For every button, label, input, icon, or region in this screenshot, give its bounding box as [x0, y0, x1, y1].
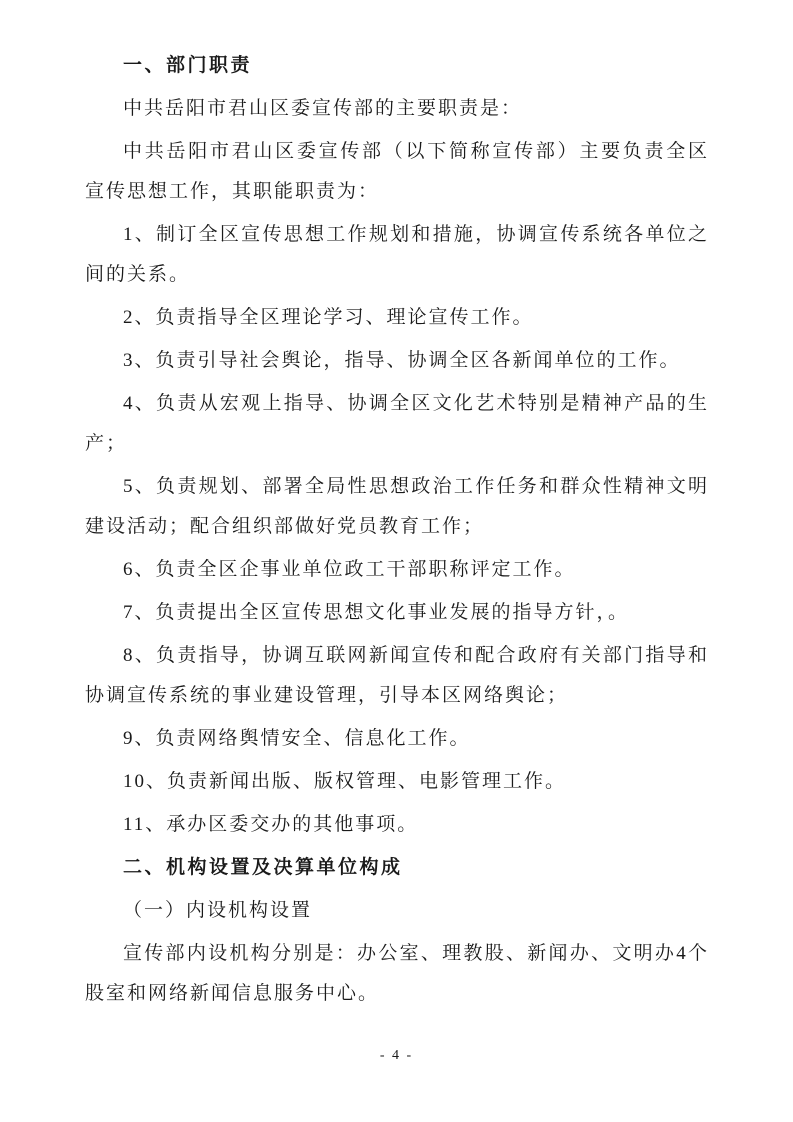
- org-structure-paragraph: 宣传部内设机构分别是：办公室、理教股、新闻办、文明办4个股室和网络新闻信息服务中心。: [85, 943, 709, 1004]
- duty-item-2: 2、负责指导全区理论学习、理论宣传工作。: [123, 307, 534, 328]
- page-number: - 4 -: [379, 1048, 414, 1063]
- duty-item-4: 4、负责从宏观上指导、协调全区文化艺术特别是精神产品的生产；: [85, 393, 709, 454]
- duty-item-6: 6、负责全区企事业单位政工干部职称评定工作。: [123, 559, 576, 580]
- section-heading-2: 二、机构设置及决算单位构成: [123, 857, 403, 878]
- duty-item-10: 10、负责新闻出版、版权管理、电影管理工作。: [123, 771, 567, 792]
- duty-item-7: 7、负责提出全区宣传思想文化事业发展的指导方针，。: [123, 602, 630, 623]
- intro-paragraph-2: 中共岳阳市君山区委宣传部（以下简称宣传部）主要负责全区宣传思想工作，其职能职责为：: [85, 141, 709, 202]
- duty-item-9: 9、负责网络舆情安全、信息化工作。: [123, 728, 471, 749]
- duty-item-11: 11、承办区委交办的其他事项。: [123, 814, 419, 835]
- duty-item-1: 1、制订全区宣传思想工作规划和措施，协调宣传系统各单位之间的关系。: [85, 224, 709, 285]
- section-heading-1: 一、部门职责: [123, 55, 253, 76]
- intro-paragraph-1: 中共岳阳市君山区委宣传部的主要职责是：: [123, 98, 523, 119]
- document-body: [85, 46, 709, 1017]
- duty-item-3: 3、负责引导社会舆论，指导、协调全区各新闻单位的工作。: [123, 350, 681, 371]
- subsection-heading-1: （一）内设机构设置: [123, 900, 313, 921]
- duty-item-8: 8、负责指导，协调互联网新闻宣传和配合政府有关部门指导和协调宣传系统的事业建设管理，引导本区网络舆论；: [85, 645, 709, 706]
- duty-item-5: 5、负责规划、部署全局性思想政治工作任务和群众性精神文明建设活动；配合组织部做好党员教育工作；: [85, 476, 709, 537]
